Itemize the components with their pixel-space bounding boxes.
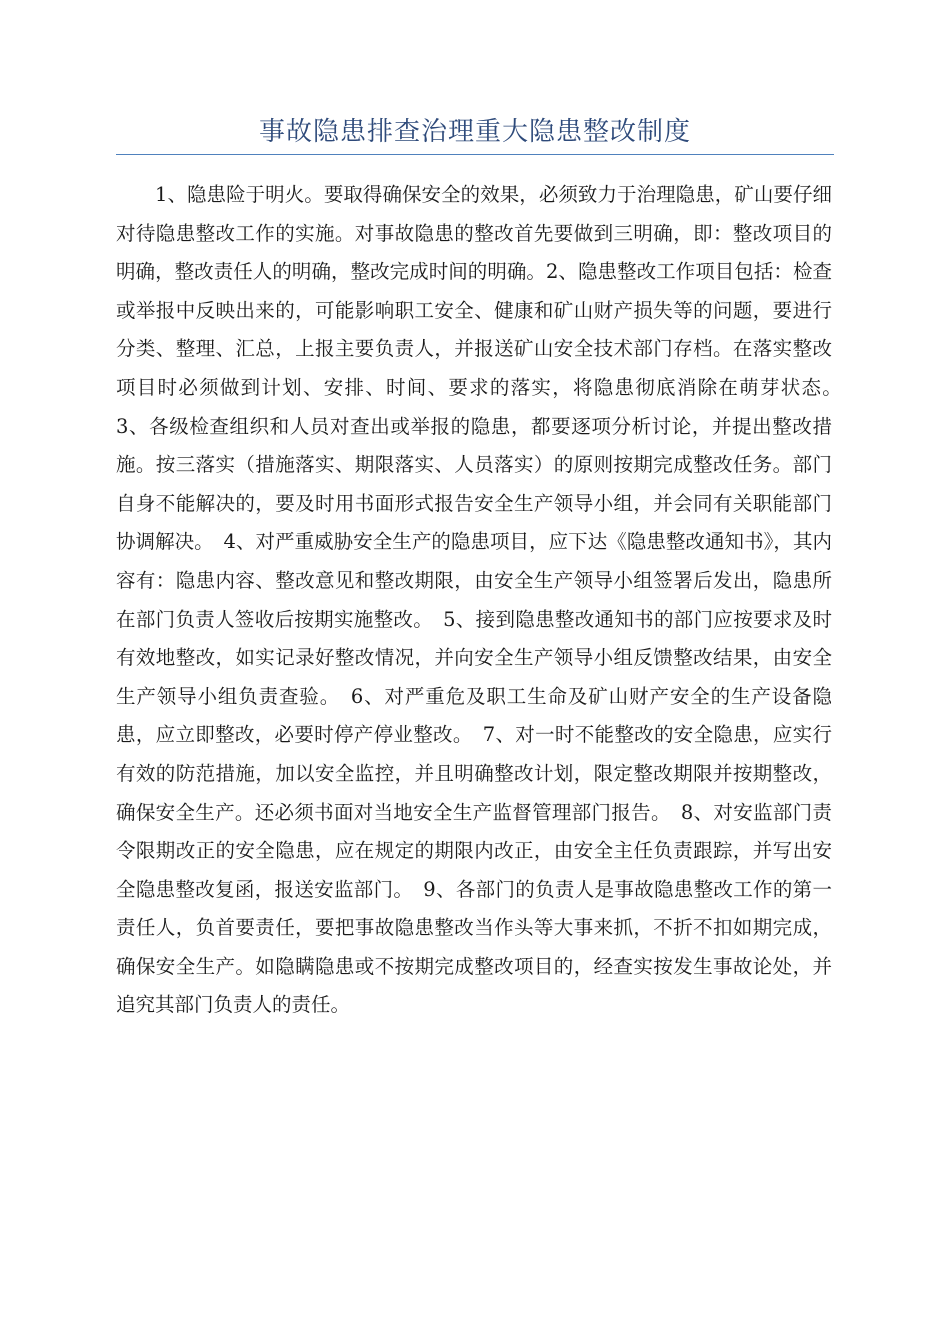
document-title: 事故隐患排查治理重大隐患整改制度 bbox=[258, 117, 691, 147]
title-underline bbox=[116, 154, 834, 155]
document-body: 1、隐患险于明火。要取得确保安全的效果，必须致力于治理隐患，矿山要仔细对待隐患整改工作的实施。对事故隐患的整改首先要做到三明确，即：整改项目的明确，整改责任人的明确，整改完成时间的明确。2、隐患整改工作项目包括：检查或举报中反映出来的，可能影响职工安全、健康和矿山财产损失等的问题，要进行分类、整理、汇总，上报主要负责人，并报送矿山安全技术部门存档。在落实整改项目时必须做到计划、安排、时间、要求的落实，将隐患彻底消除在萌芽状态。 3、各级检查组织和人员对查出或举报的隐患，都要逐项分析讨论，并提出整改措施。按三落实（措施落实、期限落实、人员落实）的原则按期完成整改任务。部门自身不能解决的，要及时用书面形式报告安全生产领导小组，并会同有关职能部门协调解决。 4、对严重威胁安全生产的隐患项目，应下达《隐患整改通知书》，其内容有：隐患内容、整改意见和整改期限，由安全生产领导小组签署后发出，隐患所在部门负责人签收后按期实施整改。 5、接到隐患整改通知书的部门应按要求及时有效地整改，如实记录好整改情况，并向安全生产领导小组反馈整改结果，由安全生产领导小组负责查验。 6、对严重危及职工生命及矿山财产安全的生产设备隐患，应立即整改，必要时停产停业整改。 7、对一时不能整改的安全隐患，应实行有效的防范措施，加以安全监控，并且明确整改计划，限定整改期限并按期整改，确保安全生产。还必须书面对当地安全生产监督管理部门报告。 8、对安监部门责令限期改正的安全隐患，应在规定的期限内改正，由安全主任负责跟踪，并写出安全隐患整改复函，报送安监部门。 9、各部门的负责人是事故隐患整改工作的第一责任人，负首要责任，要把事故隐患整改当作头等大事来抓，不折不扣如期完成，确保安全生产。如隐瞒隐患或不按期完成整改项目的，经查实按发生事故论处，并追究其部门负责人的责任。 bbox=[116, 183, 852, 1017]
